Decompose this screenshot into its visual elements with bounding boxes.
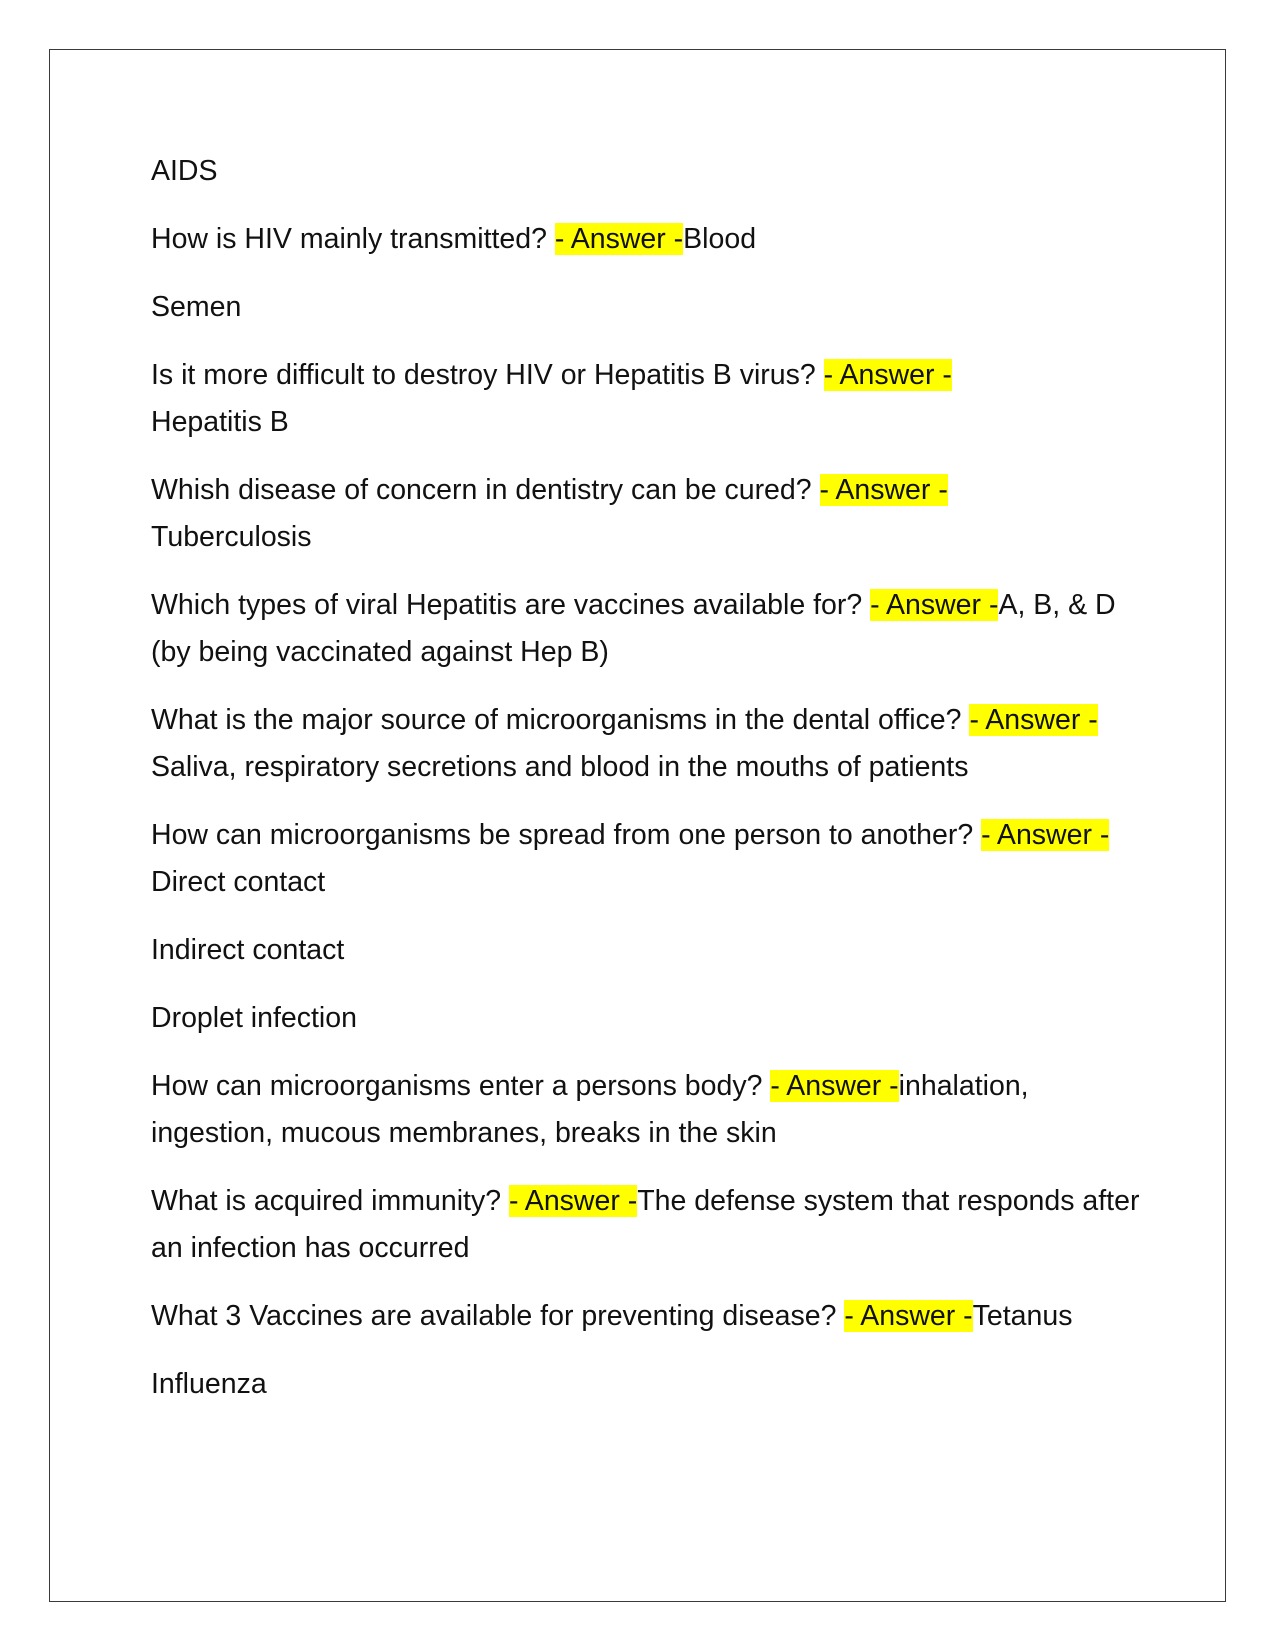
question-text: What 3 Vaccines are available for preventing disease?: [151, 1300, 845, 1332]
answer-marker: - Answer -: [844, 1300, 973, 1332]
qa-item: [151, 467, 1141, 561]
qa-item: [151, 1178, 1141, 1272]
question-text: What is acquired immunity?: [151, 1185, 509, 1217]
question-text: How can microorganisms enter a persons body?: [151, 1070, 771, 1102]
answer-marker: - Answer -: [823, 359, 952, 391]
answer-text: Direct contact: [151, 866, 326, 898]
answer-text: Tetanus: [972, 1300, 1073, 1332]
answer-line: Droplet infection: [151, 1002, 357, 1034]
answer-marker: - Answer -: [969, 704, 1098, 736]
qa-item: [151, 216, 1141, 263]
document-heading: AIDS: [151, 155, 218, 187]
answer-line: Semen: [151, 291, 242, 323]
document-body: [151, 148, 1141, 1429]
answer-text: A, B, & D (by being vaccinated against Hep B): [151, 589, 1116, 668]
qa-item: [151, 812, 1141, 906]
answer-marker: - Answer -: [870, 589, 999, 621]
answer-text: The defense system that responds after an infection has occurred: [151, 1185, 1140, 1264]
answer-marker: - Answer -: [770, 1070, 899, 1102]
question-text: Which types of viral Hepatitis are vaccines available for?: [151, 589, 871, 621]
answer-marker: - Answer -: [819, 474, 948, 506]
answer-text: Saliva, respiratory secretions and blood in the mouths of patients: [151, 751, 969, 783]
qa-item: [151, 697, 1141, 791]
answer-text: Tuberculosis: [151, 521, 312, 553]
question-text: Is it more difficult to destroy HIV or Hepatitis B virus?: [151, 359, 824, 391]
answer-marker: - Answer -: [508, 1185, 638, 1217]
question-text: How is HIV mainly transmitted?: [151, 223, 555, 255]
question-text: How can microorganisms be spread from one person to another?: [151, 819, 982, 851]
qa-item: [151, 1293, 1141, 1340]
answer-line: Indirect contact: [151, 934, 345, 966]
answer-marker: - Answer -: [554, 223, 684, 255]
qa-item: [151, 352, 1141, 446]
question-text: What is the major source of microorganisms in the dental office?: [151, 704, 970, 736]
question-text: Whish disease of concern in dentistry can be cured?: [151, 474, 820, 506]
answer-line: Influenza: [151, 1368, 267, 1400]
qa-item: [151, 1063, 1141, 1157]
qa-item: [151, 582, 1141, 676]
answer-text: inhalation, ingestion, mucous membranes, breaks in the skin: [151, 1070, 1029, 1149]
answer-text: Blood: [683, 223, 757, 255]
answer-marker: - Answer -: [981, 819, 1110, 851]
answer-text: Hepatitis B: [151, 406, 289, 438]
